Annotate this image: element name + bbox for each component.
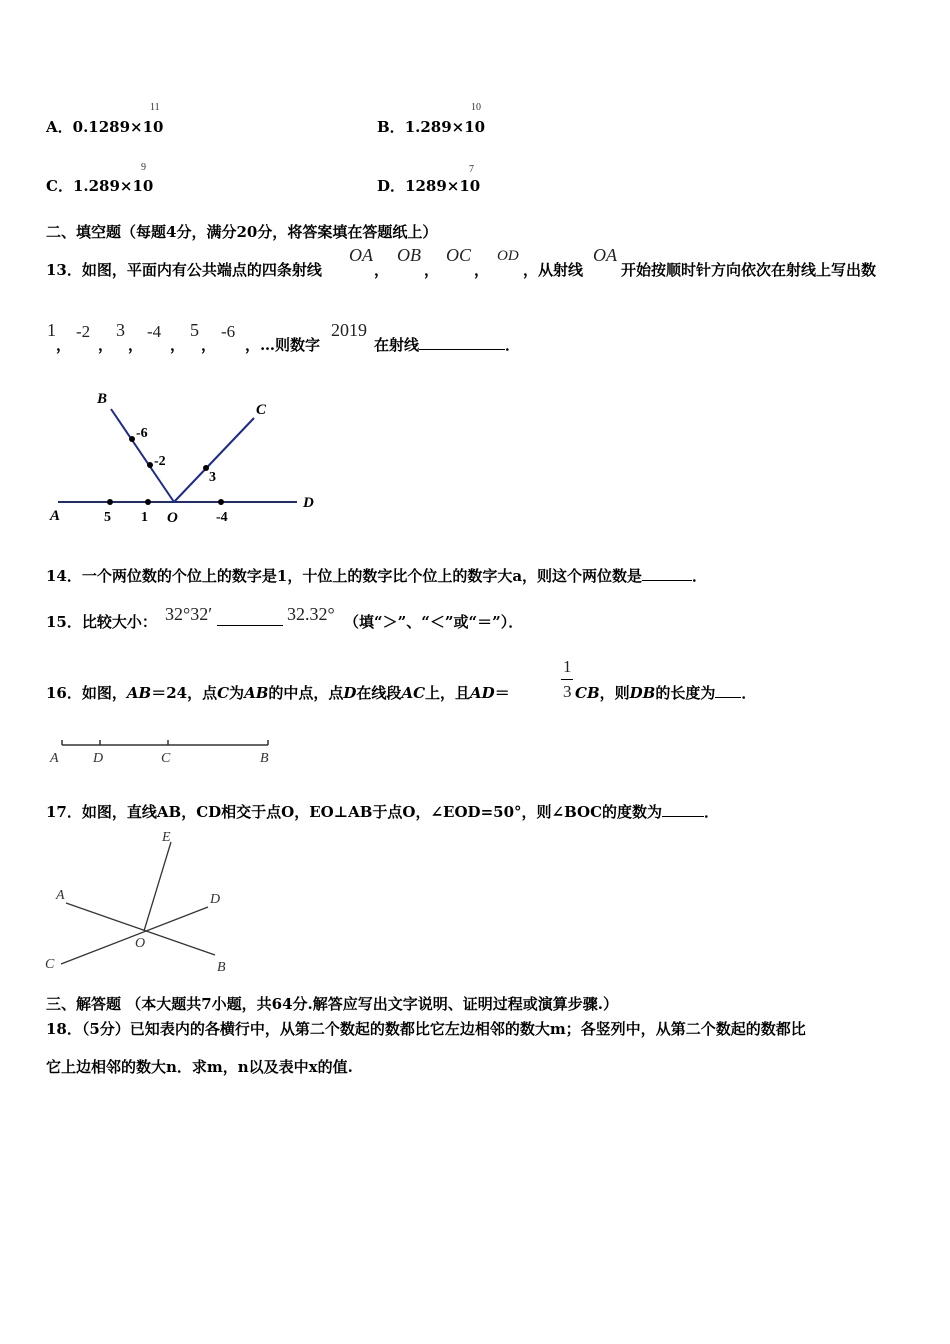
- q13-seq-2: -2: [76, 322, 91, 341]
- q18-line1: 18．（5分）已知表内的各横行中，从第二个数起的数都比它左边相邻的数大m；各竖列中，从第二个数起的数都比: [46, 1020, 806, 1038]
- ray-label-a: A: [50, 508, 61, 524]
- q16-fraction-denominator: 3: [563, 682, 572, 701]
- q16-fraction-bar: [561, 679, 573, 680]
- q16-figure: [46, 735, 286, 770]
- q13-seq-comma-4: ，: [170, 336, 186, 354]
- q13-seq-1: 1: [47, 320, 56, 340]
- label-c: C: [161, 751, 171, 766]
- q13-seq-6: -6: [221, 322, 236, 341]
- point-1: [145, 499, 151, 505]
- section3-title: 三、解答题 （本大题共7小题，共64分.解答应写出文字说明、证明过程或演算步骤.）: [46, 995, 618, 1013]
- label-1: 1: [141, 510, 148, 525]
- q13-seq-comma-1: ，: [56, 336, 72, 354]
- label-e: E: [162, 830, 171, 845]
- q16-text-1: 16．如图，AB＝24，点C为AB的中点，点D在线段AC上，且AD＝: [46, 684, 510, 702]
- label-d: D: [93, 751, 104, 766]
- q16-fraction-numerator: 1: [563, 657, 572, 676]
- q13-seq-5: 5: [190, 320, 199, 340]
- q15-answer-blank[interactable]: [217, 611, 283, 626]
- q14-answer-blank[interactable]: [642, 566, 692, 581]
- ray-oe: [144, 842, 171, 931]
- q13-text-e: 在射线 ．: [374, 336, 521, 354]
- option-a-exponent: 11: [150, 102, 160, 113]
- q13-seq-3: 3: [116, 320, 125, 340]
- section2-title: 二、填空题（每题4分，满分20分，将答案填在答题纸上）: [46, 223, 438, 241]
- origin-label-o: O: [167, 510, 178, 526]
- q13-ray-oa: OA: [349, 245, 373, 265]
- q13-comma-1: ，: [374, 261, 390, 279]
- q13-ray-oc: OC: [446, 245, 472, 265]
- ray-oc-line: [174, 418, 254, 502]
- point-neg2: [147, 462, 153, 468]
- label-d: D: [210, 892, 221, 907]
- label-neg4: -4: [216, 510, 228, 525]
- q13-ray-ob: OB: [397, 245, 421, 265]
- ray-label-c: C: [256, 402, 267, 418]
- q13-ray-od: OD: [497, 248, 519, 264]
- option-b: B．1.289×10: [377, 118, 486, 136]
- q15-right-value: 32.32°: [287, 604, 335, 624]
- point-5: [107, 499, 113, 505]
- q15-note: （填“＞”、“＜”或“＝”）．: [344, 613, 524, 631]
- q17: 17．如图，直线AB，CD相交于点O，EO⊥AB于点O，∠EOD=50°，则∠BOC的度数为 ．: [46, 803, 720, 821]
- label-b: B: [217, 960, 226, 975]
- label-neg2: -2: [154, 454, 166, 469]
- q13-seq-comma-5: ，: [201, 336, 217, 354]
- option-c-exponent: 9: [141, 162, 146, 173]
- q17-answer-blank[interactable]: [662, 802, 704, 817]
- label-b: B: [260, 751, 269, 766]
- q13-seq-4: -4: [147, 322, 162, 341]
- q18-line2: 它上边相邻的数大n．求m，n以及表中x的值.: [46, 1058, 353, 1076]
- q13-seq-comma-2: ，: [98, 336, 114, 354]
- q13-number-2019: 2019: [331, 320, 367, 340]
- label-o: O: [135, 936, 146, 951]
- option-a: A．0.1289×10: [46, 118, 164, 136]
- q16-text-2: CB，则DB的长度为 ．: [575, 684, 757, 702]
- q16-answer-blank[interactable]: [715, 683, 741, 698]
- ray-label-d: D: [303, 495, 314, 511]
- q15-left-value: 32°32′: [165, 604, 213, 624]
- option-c: C．1.289×10: [46, 177, 154, 195]
- point-neg4: [218, 499, 224, 505]
- q15-label: 15．比较大小：: [46, 613, 157, 631]
- q13-seq-comma-3: ，: [128, 336, 144, 354]
- option-b-exponent: 10: [471, 102, 481, 113]
- q13-answer-blank[interactable]: [419, 335, 505, 350]
- q13-figure: [46, 385, 336, 530]
- q13-comma-3: ，: [474, 261, 490, 279]
- label-a: A: [56, 888, 65, 903]
- label-c: C: [45, 957, 55, 972]
- label-neg6: -6: [136, 426, 148, 441]
- q14: 14．一个两位数的个位上的数字是1，十位上的数字比个位上的数字大a，则这个两位数是 ．: [46, 567, 708, 585]
- q13-text-c: 开始按顺时针方向依次在射线上写出数: [621, 261, 877, 279]
- q13-text-d: ，…则数字: [245, 336, 321, 354]
- label-a: A: [50, 751, 59, 766]
- q13-line1: 13．如图，平面内有公共端点的四条射线: [46, 261, 322, 279]
- q13-ray-start: OA: [593, 245, 617, 265]
- option-d: D．1289×10: [377, 177, 481, 195]
- ray-label-b: B: [97, 391, 108, 407]
- q17-figure: [40, 825, 240, 980]
- label-3: 3: [209, 470, 216, 485]
- point-neg6: [129, 436, 135, 442]
- q13-comma-2: ，: [424, 261, 440, 279]
- q13-text-b: ，从射线: [523, 261, 584, 279]
- option-d-exponent: 7: [469, 164, 474, 175]
- label-5: 5: [104, 510, 111, 525]
